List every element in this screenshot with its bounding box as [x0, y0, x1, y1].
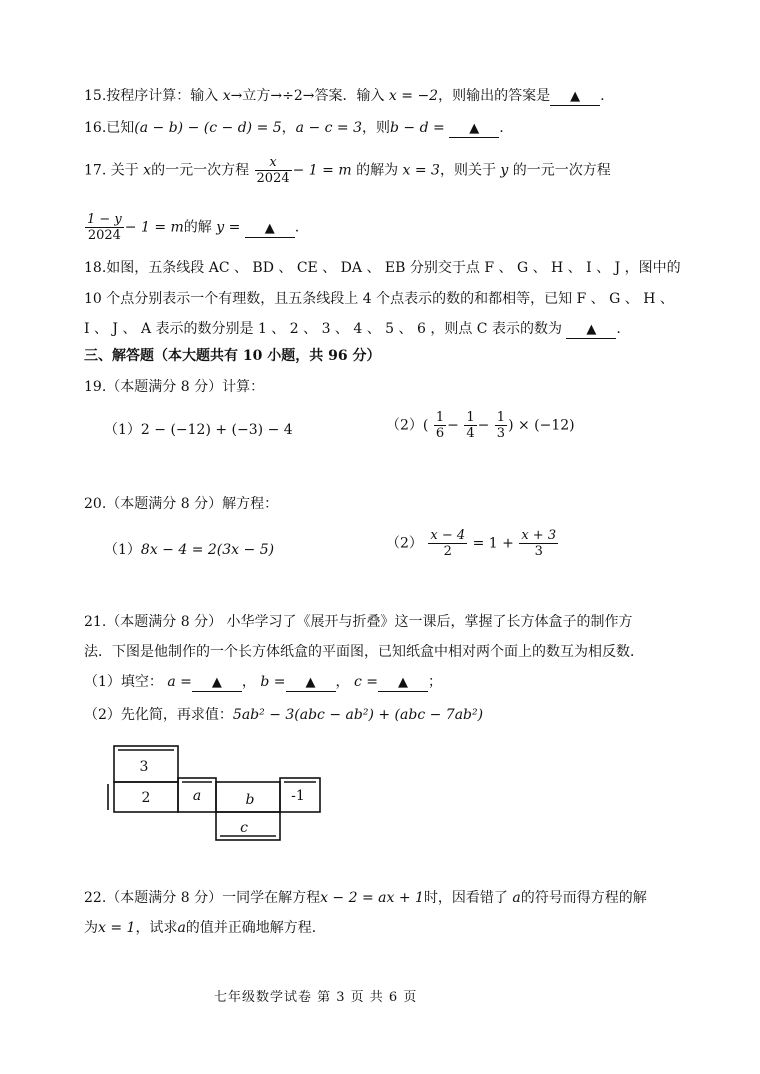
page-footer: 七年级数学试卷 第 3 页 共 6 页 — [214, 990, 418, 1005]
question-18-line3: I 、 J 、 A 表示的数分别是 1 、 2 、 3 、 4 、 5 、 6 ，则点 C 表示的数为 ▲ . — [84, 321, 621, 337]
question-20-part1: （1）8x − 4 = 2(3x − 5) — [104, 542, 275, 558]
net-label-a: a — [192, 788, 202, 804]
fraction: $\frac{x}{2024}$ — [256, 155, 290, 186]
question-21-line1: 21.（本题满分 8 分） 小华学习了《展开与折叠》这一课后，掌握了长方体盒子的制作方 — [84, 614, 633, 630]
question-21-part2: （2）先化简，再求值：5ab² − 3(abc − ab²) + (abc − 7ab²) — [84, 707, 484, 723]
question-22-line2: 为x = 1，试求a的值并正确地解方程． — [84, 920, 326, 936]
answer-blank: ▲ — [566, 321, 616, 339]
question-19-part1: （1）2 − (−12) + (−3) − 4 — [104, 422, 293, 438]
question-19-part2: （2）( $\frac{1}{6}$ − $\frac{1}{4}$ − $\frac{1}{3}$ ) × (−12) — [386, 410, 575, 441]
question-20-part2: （2） $\frac{x - 4}{2}$ = 1 + $\frac{x + 3}{3}$ — [386, 528, 557, 559]
net-label-top: 3 — [139, 759, 149, 775]
section-heading: 三、解答题（本大题共有 10 小题，共 96 分） — [84, 348, 381, 364]
question-16: 16.已知(a − b) − (c − d) = 5，a − c = 3，则b − d = ▲ . — [84, 120, 504, 136]
net-label-bottom: c — [240, 820, 248, 836]
answer-blank: ▲ — [449, 120, 499, 138]
question-18-line2: 10 个点分别表示一个有理数，且五条线段上 4 个点表示的数的和都相等，已知 F 、 G 、 H 、 — [84, 291, 674, 307]
question-18-line1: 18.如图，五条线段 AC 、 BD 、 CE 、 DA 、 EB 分别交于点 F 、 G 、 H 、 I 、 J ，图中的 — [84, 260, 681, 276]
answer-blank: ▲ — [550, 88, 600, 106]
question-21-part1: （1）填空： a = ▲ ， b = ▲ ， c = ▲ ； — [84, 674, 442, 690]
question-17: 17. 关于 x的一元一次方程 $\frac{x}{2024}$ − 1 = m 的解为 x = 3，则关于 y 的一元一次方程 — [84, 155, 611, 186]
cuboid-net-figure — [104, 744, 344, 844]
question-19-heading: 19.（本题满分 8 分）计算： — [84, 379, 265, 395]
fraction: $\frac{1 - y}{2024}$ — [87, 212, 122, 243]
question-22-line1: 22.（本题满分 8 分）一同学在解方程x − 2 = ax + 1时，因看错了 a的符号而得方程的解 — [84, 890, 647, 906]
question-15: 15.按程序计算：输入 x→立方→÷2→答案．输入 x = −2，则输出的答案是 ▲ . — [84, 88, 605, 104]
net-label-b: b — [245, 792, 255, 808]
answer-blank: ▲ — [245, 220, 295, 238]
question-21-line2: 法．下图是他制作的一个长方体纸盒的平面图，已知纸盒中相对两个面上的数互为相反数． — [84, 644, 644, 660]
question-20-heading: 20.（本题满分 8 分）解方程： — [84, 496, 279, 512]
net-label-left: 2 — [141, 790, 151, 806]
question-17-cont: $\frac{1 - y}{2024}$ − 1 = m的解 y = ▲ . — [87, 212, 300, 243]
net-label-right: -1 — [291, 788, 305, 804]
